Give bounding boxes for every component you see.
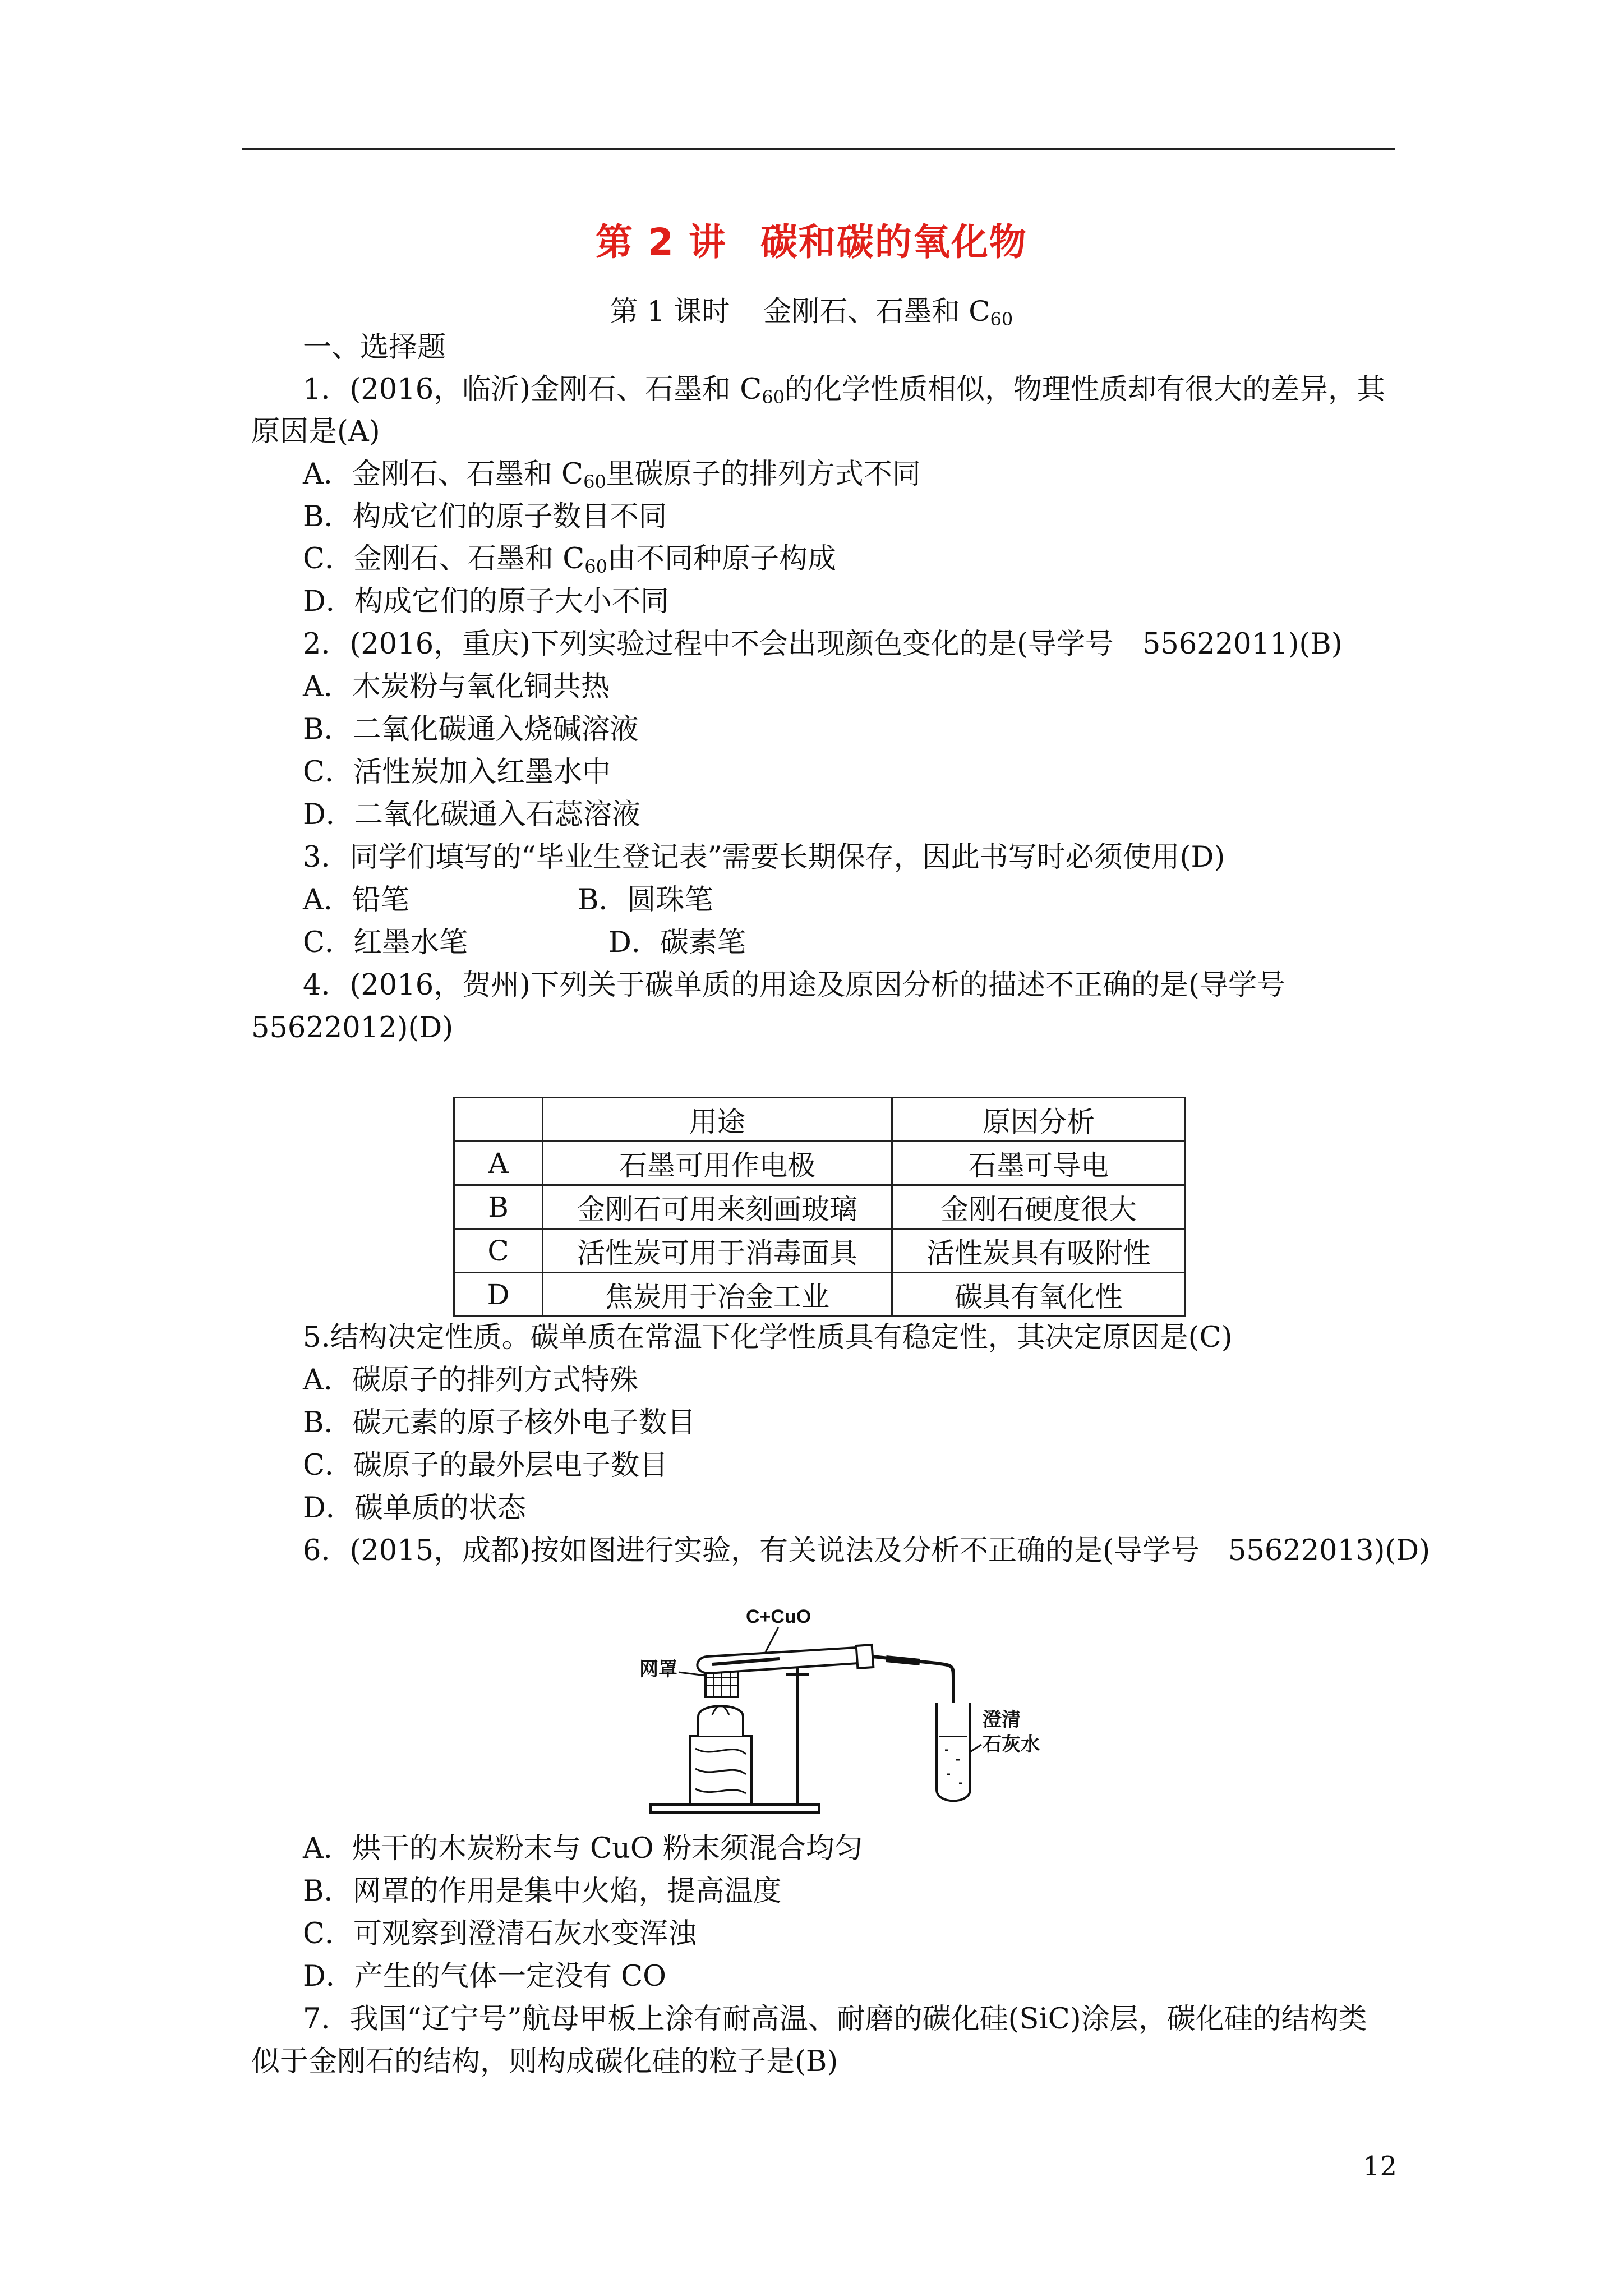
q1-opt-c-text: C．金刚石、石墨和 C: [303, 542, 585, 576]
table-cell: B: [454, 1185, 543, 1229]
header-rule: [242, 148, 1395, 150]
table-cell: 活性炭具有吸附性: [892, 1229, 1186, 1273]
table-cell: 金刚石可用来刻画玻璃: [543, 1185, 892, 1229]
q3-option-d: D．碳素笔: [608, 926, 746, 959]
table-cell: C: [454, 1229, 543, 1273]
subscript: 60: [990, 309, 1013, 330]
stopper: [856, 1645, 874, 1668]
limewater-tube: [937, 1703, 970, 1801]
page-title: [0, 212, 1623, 265]
question-6-stem: 6．(2015，成都)按如图进行实验，有关说法及分析不正确的是(导学号 55622013)(D): [303, 1534, 1431, 1567]
q1-option-a: [303, 458, 921, 499]
q3-option-c: C．红墨水笔: [303, 926, 468, 959]
question-3-stem: 3．同学们填写的“毕业生登记表”需要长期保存，因此书写时必须使用(D): [303, 841, 1225, 874]
table-row: [454, 1185, 1186, 1229]
table-cell: 活性炭可用于消毒面具: [543, 1229, 892, 1273]
q1-opt-a-text: A．金刚石、石墨和 C: [303, 458, 584, 491]
q2-option-c: C．活性炭加入红墨水中: [303, 756, 611, 789]
q1-opt-c-tail: 由不同种原子构成: [607, 542, 836, 576]
q3-option-a: A．铅笔: [303, 884, 409, 917]
table-header-row: [454, 1098, 1186, 1142]
section-heading: 一、选择题: [303, 331, 446, 364]
question-2-stem: 2．(2016，重庆)下列实验过程中不会出现颜色变化的是(导学号 55622011)(B): [303, 628, 1343, 661]
page-subtitle: [0, 289, 1623, 330]
subtitle-period: 第 1 课时: [610, 295, 730, 328]
table-row: [454, 1229, 1186, 1273]
q6-option-c: C．可观察到澄清石灰水变浑浊: [303, 1917, 697, 1950]
q6-option-d: D．产生的气体一定没有 CO: [303, 1960, 666, 1993]
q1-option-b: B．构成它们的原子数目不同: [303, 500, 667, 533]
question-7-stem: 7．我国“辽宁号”航母甲板上涂有耐高温、耐磨的碳化硅(SiC)涂层，碳化硅的结构类: [303, 2003, 1367, 2036]
table-header-cell: 原因分析: [892, 1098, 1186, 1142]
q5-option-b: B．碳元素的原子核外电子数目: [303, 1406, 696, 1439]
table-cell: A: [454, 1142, 543, 1185]
subtitle-topic: 金刚石、石墨和 C: [763, 295, 990, 328]
q6-option-a: A．烘干的木炭粉末与 CuO 粉末须混合均匀: [303, 1832, 863, 1865]
question-1-stem: [303, 373, 1385, 414]
table-row: [454, 1273, 1186, 1317]
label-limewater-1: 澄清: [983, 1709, 1021, 1731]
table-cell: 石墨可用作电极: [543, 1142, 892, 1185]
q6-option-b: B．网罩的作用是集中火焰，提高温度: [303, 1875, 782, 1908]
question-5-stem: 5.结构决定性质。碳单质在常温下化学性质具有稳定性，其决定原因是(C): [303, 1321, 1233, 1354]
q2-option-b: B．二氧化碳通入烧碱溶液: [303, 713, 639, 746]
q1-text-b: 的化学性质相似，物理性质却有很大的差异，其: [785, 373, 1386, 406]
question-1-stem-cont: 原因是(A): [251, 415, 380, 448]
q5-option-d: D．碳单质的状态: [303, 1492, 526, 1525]
title-lecture: 第 2 讲: [596, 220, 727, 264]
label-mesh: 网罩: [639, 1659, 677, 1680]
subscript: 60: [583, 471, 606, 493]
table-cell: 金刚石硬度很大: [892, 1185, 1186, 1229]
experiment-apparatus-figure: [639, 1596, 1066, 1820]
label-limewater-2: 石灰水: [983, 1734, 1040, 1755]
title-topic: 碳和碳的氧化物: [760, 220, 1027, 264]
q1-option-c: [303, 542, 836, 583]
label-reactant: C+CuO: [746, 1606, 811, 1627]
q3-option-b: B．圆珠笔: [578, 884, 713, 917]
subscript: 60: [584, 556, 607, 577]
q2-option-d: D．二氧化碳通入石蕊溶液: [303, 798, 640, 831]
question-7-stem-cont: 似于金刚石的结构，则构成碳化硅的粒子是(B): [251, 2045, 838, 2078]
table-cell: D: [454, 1273, 543, 1317]
q2-option-a: A．木炭粉与氧化铜共热: [303, 670, 610, 703]
table-header-cell: [454, 1098, 543, 1142]
q1-option-d: D．构成它们的原子大小不同: [303, 585, 669, 618]
question-4-stem: 4．(2016，贺州)下列关于碳单质的用途及原因分析的描述不正确的是(导学号: [303, 969, 1285, 1002]
table-cell: 石墨可导电: [892, 1142, 1186, 1185]
question-4-stem-cont: 55622012)(D): [251, 1011, 454, 1045]
q4-table: [453, 1097, 1186, 1317]
table-header-cell: 用途: [543, 1098, 892, 1142]
q5-option-c: C．碳原子的最外层电子数目: [303, 1449, 668, 1482]
q1-text-a: 1．(2016，临沂)金刚石、石墨和 C: [303, 373, 762, 406]
q1-opt-a-tail: 里碳原子的排列方式不同: [606, 458, 921, 491]
table-row: [454, 1142, 1186, 1185]
table-cell: 焦炭用于冶金工业: [543, 1273, 892, 1317]
page-number: 12: [1363, 2151, 1398, 2182]
q5-option-a: A．碳原子的排列方式特殊: [303, 1364, 638, 1397]
table-cell: 碳具有氧化性: [892, 1273, 1186, 1317]
stand-base: [651, 1805, 819, 1812]
subscript: 60: [762, 386, 785, 408]
